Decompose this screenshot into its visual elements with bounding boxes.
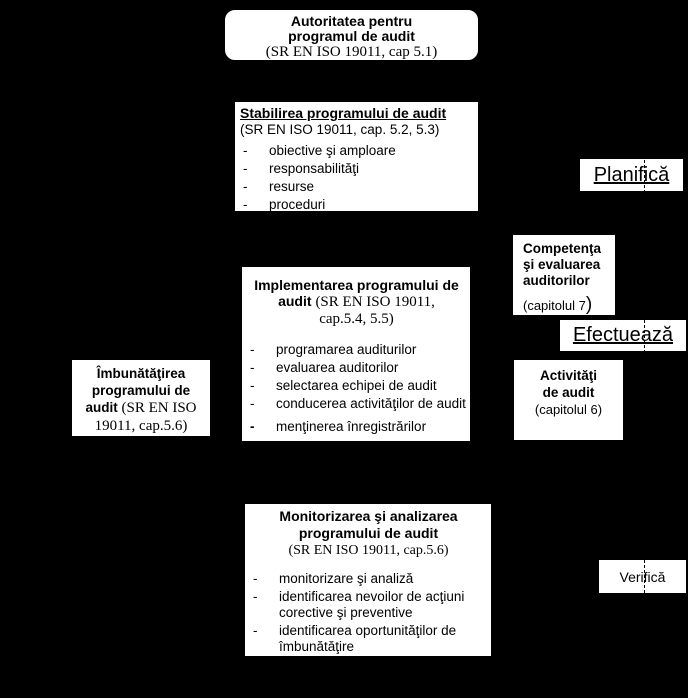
pdca-dashed-line [644,0,645,698]
implement-title [247,277,466,327]
activities-title-line2: de audit [542,385,595,400]
list-item-dash: - [253,589,258,604]
list-item [240,179,473,195]
establish-reference: (SR EN ISO 19011, cap. 5.2, 5.3) [240,122,440,137]
monitor-title-line1: Monitorizarea şi analizarea [279,508,458,524]
implement-title-bold: Implementarea programului de audit [254,277,459,309]
authority-reference: (SR EN ISO 19011, cap 5.1) [265,44,438,60]
list-item-text: obiective şi amploare [269,143,396,158]
activities-chapter: (capitolul 6) [534,402,603,417]
monitor-programme-box [243,502,493,658]
improve-title [76,365,206,435]
pdca-check-box [597,558,688,595]
list-item-text: resurse [269,179,315,194]
list-item-text: proceduri [269,197,326,212]
list-item-dash: - [250,360,255,375]
authority-title-line2: programul de audit [288,28,415,44]
pdca-do-label: Efectuează [572,324,674,346]
list-item-dash: - [250,419,255,434]
list-item-text: evaluarea auditorilor [276,360,399,375]
activities-title-line1: Activităţi [539,368,597,383]
implement-programme-box [240,265,472,443]
list-item [247,360,466,376]
list-item [247,396,466,412]
list-item [250,589,487,621]
competence-chapter-paren: ) [585,294,593,315]
competence-chapter-text: (capitolul 7 [523,298,586,313]
list-item [240,197,473,213]
establish-programme-box [233,100,480,213]
list-item-dash: - [253,571,258,586]
list-item [247,378,466,394]
list-item [240,143,473,159]
list-item-text: identificarea nevoilor de acţiuni corective şi preventive [279,589,465,620]
pdca-plan-box [578,157,685,193]
pdca-plan-label: Planifică [593,163,670,186]
improve-title-bold: Îmbunătăţirea programului de audit [85,366,191,415]
list-item-dash: - [250,396,255,411]
list-item-dash: - [253,623,258,638]
list-item [250,571,487,587]
monitor-title-line2: programului de audit [298,525,439,541]
list-item-dash: - [250,342,255,357]
list-item-text: identificarea oportunităţilor de îmbunătăţire [279,623,457,654]
list-item-dash: - [243,179,248,194]
competence-chapter [523,294,615,316]
list-item [247,342,466,358]
list-item [250,623,487,655]
list-item-text: programarea auditurilor [276,342,417,357]
implement-item-list [247,342,466,435]
pdca-do-box [558,318,688,353]
establish-title: Stabilirea programului de audit [240,105,447,121]
list-item [240,161,473,177]
monitor-reference: (SR EN ISO 19011, cap.5.6) [288,543,449,558]
improve-reference: (SR EN ISO 19011, cap.5.6) [94,400,197,434]
audit-activities-box [512,358,625,442]
improve-programme-box [70,358,212,438]
monitor-item-list [250,571,487,655]
list-item-dash: - [243,197,248,212]
list-item-dash: - [250,378,255,393]
pdca-check-label: Verifică [619,568,666,585]
list-item-dash: - [243,161,248,176]
list-item-text: menţinerea înregistrărilor [276,419,427,434]
list-item-text: conducerea activităţilor de audit [276,396,466,411]
implement-reference: (SR EN ISO 19011, cap.5.4, 5.5) [315,294,435,327]
authority-title-line1: Autoritatea pentru [290,13,413,29]
list-item-dash: - [243,143,248,158]
list-item-text: selectarea echipei de audit [276,378,437,393]
authority-box [223,8,480,62]
competence-title: Competenţa şi evaluarea auditorilor [523,241,602,288]
establish-item-list [240,143,473,213]
auditor-competence-box [511,233,617,317]
list-item-text: responsabilităţi [269,161,360,176]
list-item [247,419,466,435]
list-item-text: monitorizare şi analiză [279,571,414,586]
